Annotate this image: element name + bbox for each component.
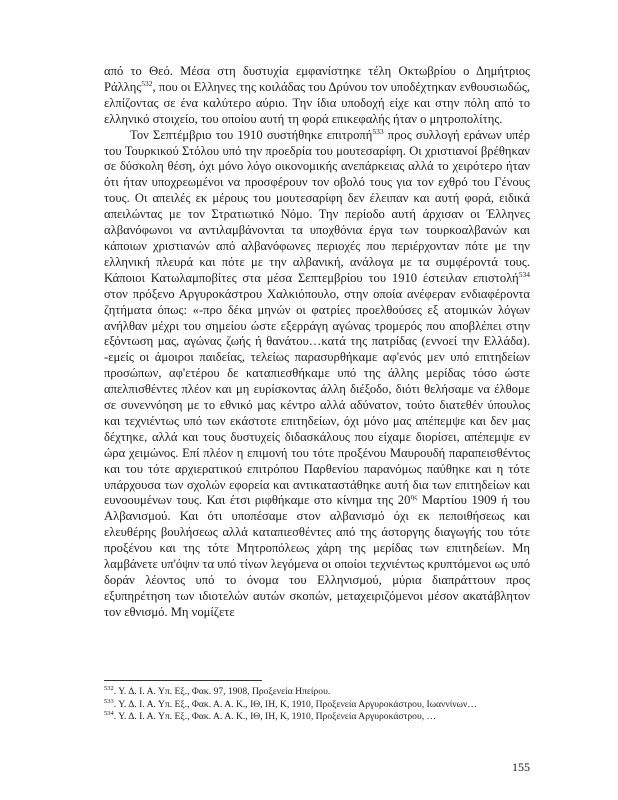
paragraph bbox=[104, 64, 530, 128]
footnote-text: . Υ. Δ. Ι. Α. Υπ. Εξ., Φακ. Α. Α. Κ., ΙΘ, ΙΗ, Κ, 1910, Προξενεία Αργυροκάστρου, Ιωαννίνων… bbox=[113, 698, 477, 710]
footnote-number: 532 bbox=[104, 684, 114, 692]
body-text bbox=[104, 64, 530, 621]
footnote-divider bbox=[104, 680, 262, 681]
footnote-number: 533 bbox=[104, 697, 114, 705]
text-run: προς συλλογή εράνων υπέρ του Τουρκικού Στόλου υπό την προεδρία του μουτεσαρίφη. Οι χριστιανοί βρέθηκαν σε δύσκολη θέση, όχι μόνο λόγο οικονομικής ανεπάρκειας αλλά το χειρότερο ήταν ότι ήταν υποχρεωμένοι να προσφέρουν τον οβολό τους για τον εχθρό του Γένους τους. Οι απειλές εκ μέρους του μουτεσαρίφη δεν έλειπαν και αυτή φορά, ειδικά απειλώντας με τον Στρατιωτικό Νόμο. Την περίοδο αυτή άρχισαν οι Έλληνες αλβανόφωνοι να αντιλαμβάνονται τα υποχθόνια έργα των τουρκοαλβανών και κάποιων χριστιανών από αλβανόφωνες περιοχές που περιέρχονταν πότε με την ελληνική πλευρά και πότε με την αλβανική, ανάλογα με τα συμφέροντά τους. Κάποιοι Κατωλαμποβίτες στα μέσα Σεπτεμβρίου του 1910 έστειλαν επιστολή bbox=[104, 127, 530, 285]
page-number: 155 bbox=[512, 760, 530, 774]
text-run: Μαρτίου 1909 ή του Αλβανισμού. Και ότι υποπέσαμε στον αλβανισμό όχι εκ πεποιθήσεως και ελευθέρης βουλήσεως αλλά καταπιεσθέντες από της άστοργης διαγωγής του τότε προξένου και της τότε Μητροπόλεως χάρη της μερίδας των επιτηδείων. Μη λαμβάνετε υπ'όψιν τα υπό τίνων λεγόμενα οι οποίοι τεχνιέντως κρυπτόμενοι ως υπό δοράν λέοντος υπό το όνομα του Ελληνισμού, μύρια διαπράττουν προς εξυπηρέτηση των ιδιοτελών αυτών σκοπών, μεταχειριζόμενοι μέσον ακατάβλητον τον εθνισμό. Μη νομίζετε bbox=[104, 493, 530, 619]
footnote bbox=[104, 686, 530, 699]
text-run: , που οι Ελληνες της κοιλάδας του Δρύνου τον υποδέχτηκαν ενθουσιωδώς, ελπίζοντας σε ένα καλύτερο αύριο. Την ίδια υποδοχή είχε και στην πόλη από το ελληνικό στοιχείο, του οποίου αυτή τη φορά επικεφαλής ήταν ο μητροπολίτης. bbox=[104, 79, 530, 126]
text-run: Τον Σεπτέμβριο του 1910 συστήθηκε επιτροπή bbox=[130, 127, 373, 142]
text-run: στον πρόξενο Αργυροκάστρου Χαλκιόπουλο, στην οποία ανέφεραν ενδιαφέροντα ζητήματα όπως: «-προ δέκα μηνών οι φατρίες προελθούσες εξ ατομικών λόγων ανήλθαν μέχρι του σημείου ώστε εξερράγη αγώνας τρομερός που αποβλέπει στην εξόντωση μας, αγώνας ζωής ή θανάτου…κατά της πατρίδας (εννοεί την Ελλάδα). -εμείς οι άμοιροι παιδείας, τελείως παρασυρθήκαμε αφ'ενός μεν υπό επιτηδείων προσώπων, αφ'ετέρου δε καταπιεσθήκαμε υπό της άλλης μερίδας τόσο ώστε απελπισθέντες πλέον και μη ευρίσκοντας άλλη διέξοδο, διότι θελήσαμε να έλθομε σε συνεννόηση με το εθνικό μας κέντρο αλλά αδύνατον, τούτο διατεθέν ύπουλος και τεχνιέντως υπό των εκάστοτε επιτηδείων, όχι μόνο μας απέπεμψε και δεν μας δέχτηκε, αλλά και τους δυστυχείς διδασκάλους που είχαμε διορίσει, απέπεμψε εν ώρα χειμώνος. Επί πλέον η επιμονή του τότε προξένου Μαυρουδή παραπεισθέντος και του τότε αρχιερατικού επιτρόπου Παρθενίου παρανόμως παύθηκε και η τότε υπάρχουσα των σχολών εφορεία και αντικαταστάθηκε αυτή δια των επιτηδείων και ευνοουμένων τους. Και έτσι ριφθήκαμε στο κίνημα της 20 bbox=[104, 286, 530, 508]
footnote-ref[interactable]: 532 bbox=[141, 78, 153, 88]
footnote-number: 534 bbox=[104, 710, 114, 717]
footnote bbox=[104, 699, 530, 712]
footnote bbox=[104, 711, 530, 724]
footnote-ref[interactable]: 533 bbox=[372, 126, 384, 136]
text-run: από το Θεό. Μέσα στη δυστυχία εμφανίστηκε τέλη Οκτωβρίου ο Δημήτριος Ράλλης bbox=[104, 64, 530, 94]
footnotes bbox=[104, 686, 530, 724]
footnote-text: . Υ. Δ. Ι. Α. Υπ. Εξ., Φακ. Α. Α. Κ., ΙΘ, ΙΗ, Κ, 1910, Προξενεία Αργυροκάστρου, … bbox=[113, 711, 437, 723]
paragraph bbox=[104, 128, 530, 621]
footnote-text: . Υ. Δ. Ι. Α. Υπ. Εξ., Φακ. 97, 1908, Προξενεία Ηπείρου. bbox=[113, 686, 331, 697]
ordinal-superscript: ης bbox=[410, 492, 418, 502]
footnote-ref[interactable]: 534 bbox=[518, 269, 530, 279]
